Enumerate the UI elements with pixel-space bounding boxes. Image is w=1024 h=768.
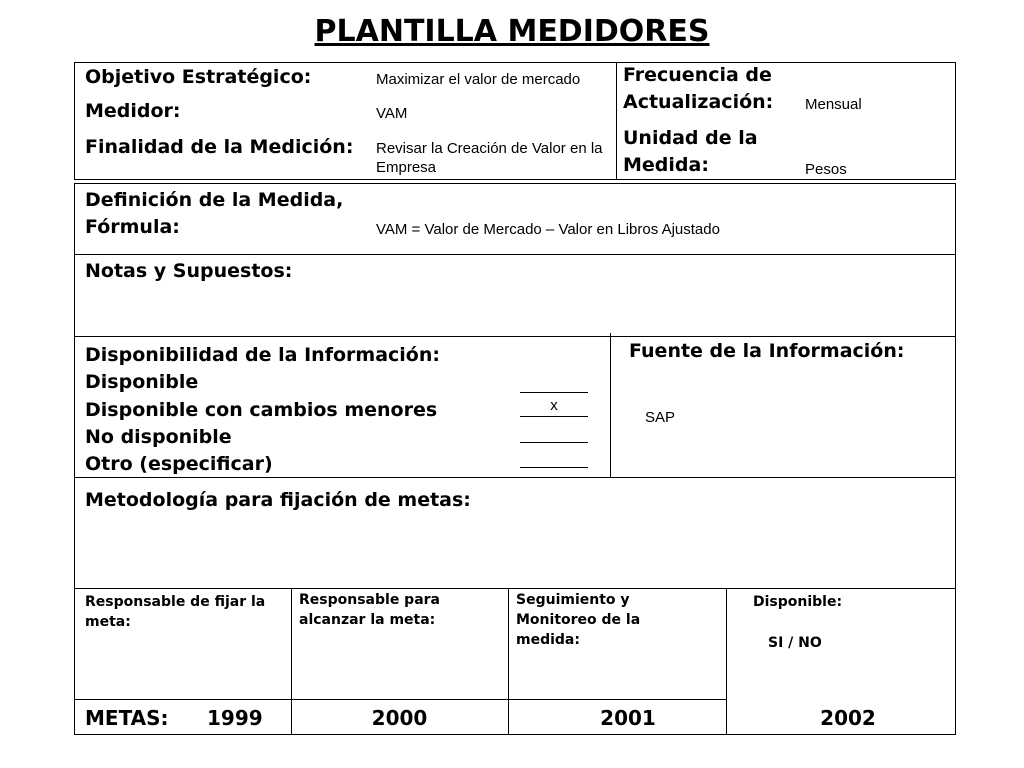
divider	[508, 588, 509, 734]
divider	[74, 699, 726, 700]
finalidad-value: Revisar la Creación de Valor en la Empresa	[376, 140, 603, 176]
finalidad-label: Finalidad de la Medición:	[85, 136, 354, 158]
option-no-disponible: No disponible	[85, 426, 232, 448]
notas-label: Notas y Supuestos:	[85, 260, 293, 282]
unidad-label: Unidad de la Medida:	[623, 127, 758, 176]
medidor-label: Medidor:	[85, 100, 181, 122]
medidor-value: VAM	[376, 105, 408, 122]
selected-mark: x	[550, 397, 558, 414]
objetivo-value: Maximizar el valor de mercado	[376, 71, 581, 88]
divider	[74, 588, 956, 589]
disponibilidad-label: Disponibilidad de la Información:	[85, 344, 440, 366]
responsable-fijar-label: Responsable de fijar la meta:	[85, 594, 266, 630]
unidad-value: Pesos	[805, 161, 847, 178]
fuente-label: Fuente de la Información:	[629, 340, 905, 362]
meta-year-2000: 2000	[371, 706, 428, 730]
meta-year-1999: 1999	[207, 706, 263, 730]
disponible-value: SI / NO	[768, 635, 822, 651]
metas-label: METAS:	[85, 706, 169, 730]
fuente-value: SAP	[645, 409, 676, 426]
page-title: PLANTILLA MEDIDORES	[314, 14, 710, 49]
frecuencia-value: Mensual	[805, 96, 862, 113]
responsable-alcanzar-label: Responsable para alcanzar la meta:	[299, 592, 441, 628]
meta-year-2002: 2002	[820, 706, 876, 730]
frecuencia-label: Frecuencia de Actualización:	[623, 64, 774, 113]
option-disponible-cambios: Disponible con cambios menores	[85, 399, 438, 421]
option-blank-line	[520, 442, 588, 443]
divider	[610, 333, 611, 478]
divider	[74, 336, 956, 337]
option-otro: Otro (especificar)	[85, 453, 273, 475]
seguimiento-label: Seguimiento y Monitoreo de la medida:	[516, 592, 641, 648]
option-blank-line	[520, 392, 588, 393]
divider	[74, 477, 956, 478]
option-blank-line	[520, 416, 588, 417]
option-blank-line	[520, 467, 588, 468]
divider	[74, 254, 956, 255]
option-disponible: Disponible	[85, 371, 199, 393]
header-divider	[616, 62, 617, 180]
disponible-label: Disponible:	[753, 594, 843, 610]
definicion-value: VAM = Valor de Mercado – Valor en Libros Ajustado	[376, 221, 720, 238]
definicion-label: Definición de la Medida, Fórmula:	[85, 189, 344, 238]
objetivo-label: Objetivo Estratégico:	[85, 66, 312, 88]
meta-year-2001: 2001	[600, 706, 656, 730]
metodologia-label: Metodología para fijación de metas:	[85, 489, 471, 511]
